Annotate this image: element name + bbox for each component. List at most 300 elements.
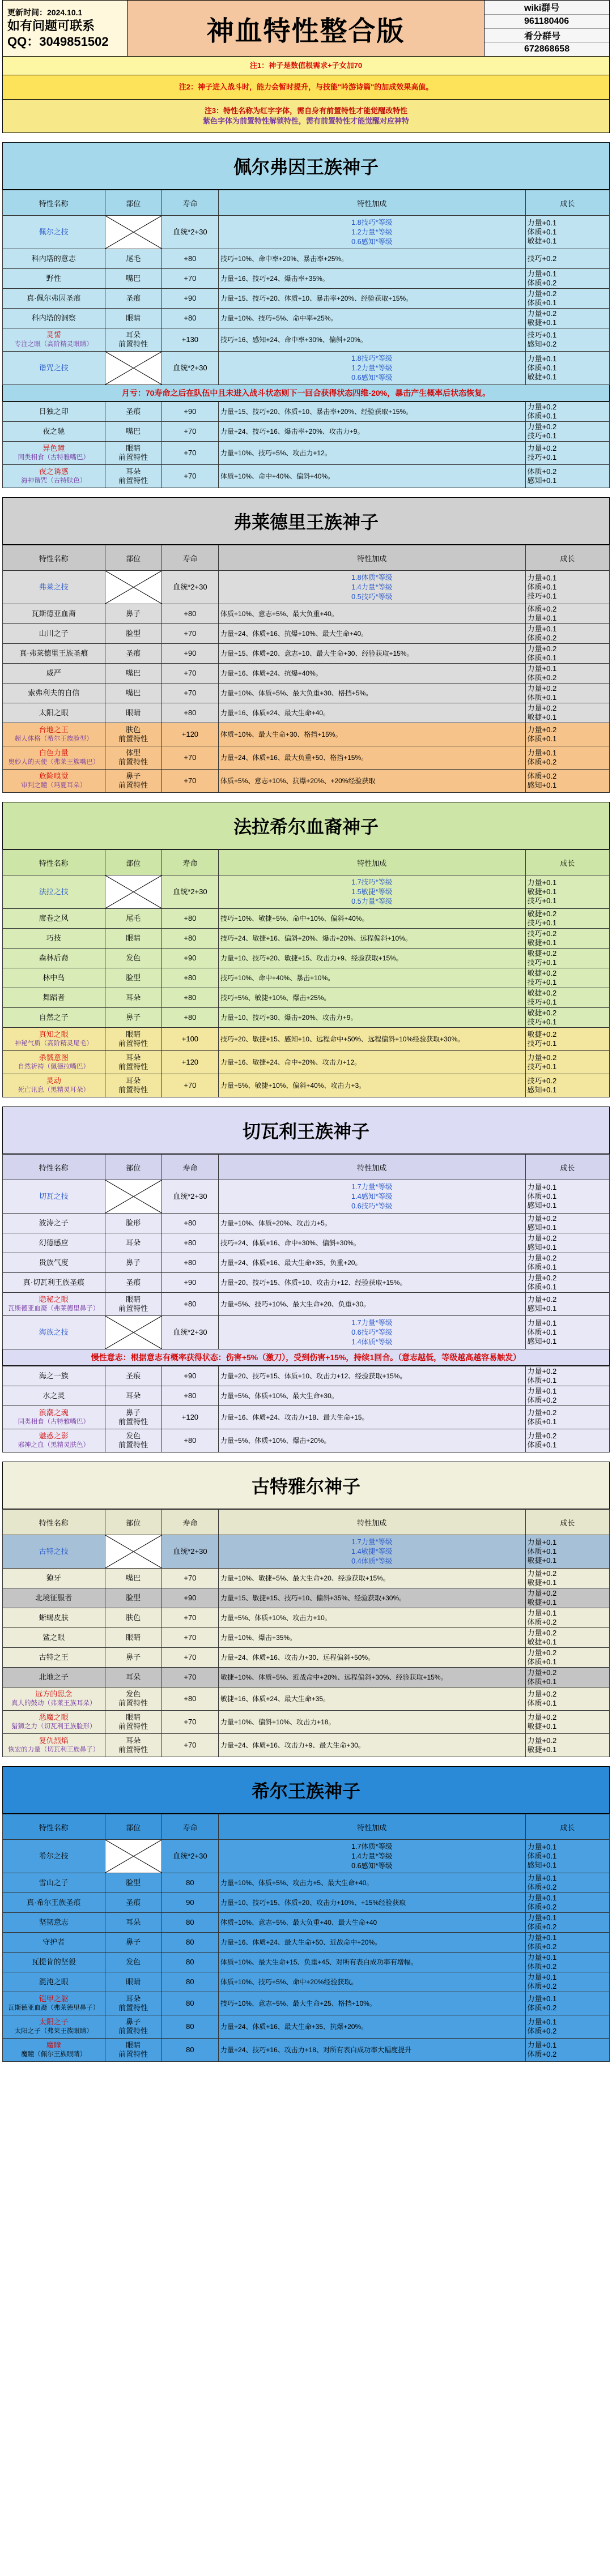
level-bonus: 1.8技巧*等级 — [351, 218, 393, 227]
life-value: 80 — [186, 1977, 194, 1986]
level-bonus: 0.4体质*等级 — [351, 1557, 393, 1565]
growth-value: 力量+0.2 — [527, 1690, 557, 1698]
section-title: 希尔王族神子 — [2, 1766, 610, 1814]
trait-name-cell — [3, 1028, 105, 1051]
col-life: 寿命 — [162, 1510, 218, 1535]
growth-value: 体质+0.1 — [527, 1376, 557, 1385]
trait-name: 太阳之子 — [39, 2018, 69, 2026]
part-label: 嘴巴 — [126, 274, 141, 283]
part-label: 眼睛 — [126, 314, 141, 322]
bonus-text: 力量+5%、体质+10%、爆击+20%。 — [220, 1437, 331, 1445]
life-cell — [162, 1933, 218, 1953]
part-label: 脸型 — [126, 973, 141, 982]
prereq-label: 前置特性 — [118, 476, 148, 485]
col-trait: 特性名称 — [3, 190, 105, 216]
trait-name: 水之灵 — [42, 1391, 65, 1400]
trait-name: 杀戮意图 — [39, 1053, 69, 1062]
growth-value: 力量+0.1 — [527, 1183, 557, 1191]
part-label: 发色 — [126, 1958, 141, 1966]
table-row — [3, 465, 610, 488]
part-cell — [105, 909, 162, 929]
part-cell — [105, 1233, 162, 1253]
life-value: +130 — [181, 335, 199, 344]
part-label: 鼻子 — [126, 1938, 141, 1946]
part-cell — [105, 422, 162, 442]
life-cell — [162, 1648, 218, 1668]
trait-name-cell — [3, 1214, 105, 1233]
growth-value: 力量+0.2 — [527, 684, 557, 693]
growth-cell — [525, 1028, 609, 1051]
col-trait: 特性名称 — [3, 850, 105, 875]
table-row — [3, 1992, 610, 2015]
table-row — [3, 1316, 610, 1349]
table-row — [3, 309, 610, 328]
trait-name-cell — [3, 1913, 105, 1933]
growth-value: 体质+0.1 — [527, 1192, 557, 1201]
bonus-text: 敏捷+10%、体质+5%、近战命中+20%、远程偏斜+30%、经验获取+15%。 — [220, 1673, 448, 1681]
part-label: 鼻子 — [126, 1408, 141, 1417]
trait-name: 北境征服者 — [35, 1594, 73, 1602]
trait-name-cell — [3, 683, 105, 703]
table-row — [3, 909, 610, 929]
trait-name: 危险嗅觉 — [39, 772, 69, 780]
table-row — [3, 1386, 610, 1406]
col-part: 部位 — [105, 1155, 162, 1180]
growth-value: 体质+0.1 — [527, 1852, 557, 1860]
table-row — [3, 422, 610, 442]
life-cell — [162, 1316, 218, 1349]
trait-name-cell — [3, 571, 105, 604]
cross-icon — [105, 1316, 162, 1349]
life-value: +70 — [184, 1574, 197, 1582]
bonus-cell — [219, 1233, 526, 1253]
part-label: 肤色 — [126, 725, 141, 734]
bonus-text: 力量+5%、技巧+10%、最大生命+20、负重+30。 — [220, 1300, 371, 1308]
group-box — [484, 1, 609, 56]
growth-value: 敏捷+0.2 — [527, 989, 557, 997]
growth-value: 体质+0.1 — [527, 1677, 557, 1686]
life-value: +70 — [184, 669, 197, 677]
bonus-cell — [219, 352, 526, 385]
growth-value: 体质+0.2 — [527, 1883, 557, 1891]
section-gap — [2, 1757, 610, 1766]
bonus-cell — [219, 402, 526, 422]
life-cell — [162, 571, 218, 604]
growth-value: 敏捷+0.2 — [527, 1030, 557, 1039]
bonus-cell — [219, 1074, 526, 1097]
table-row — [3, 875, 610, 909]
life-value: +80 — [184, 1300, 197, 1308]
growth-cell — [525, 1293, 609, 1316]
prereq-trait: 同类相食（古特雅嘴巴） — [18, 454, 90, 461]
growth-cell — [525, 1253, 609, 1273]
trait-name: 蜥蜴皮肤 — [39, 1613, 69, 1622]
table-row — [3, 1273, 610, 1293]
growth-cell — [525, 309, 609, 328]
growth-value: 力量+0.1 — [527, 354, 557, 363]
part-label: 圣痕 — [126, 1372, 141, 1380]
part-label: 眼睛 — [126, 444, 141, 452]
growth-value: 技巧+0.1 — [527, 331, 557, 339]
growth-value: 体质+0.2 — [527, 1962, 557, 1971]
table-row — [3, 1840, 610, 1873]
growth-value: 力量+0.1 — [527, 1994, 557, 2003]
life-cell — [162, 2039, 218, 2062]
col-trait: 特性名称 — [3, 545, 105, 571]
trait-name-cell — [3, 1608, 105, 1628]
part-cell — [105, 1953, 162, 1972]
growth-cell — [525, 1366, 609, 1386]
life-cell — [162, 1873, 218, 1893]
level-bonus: 1.4感知*等级 — [351, 1192, 393, 1201]
part-cell — [105, 1214, 162, 1233]
bonus-cell — [219, 1913, 526, 1933]
growth-value: 力量+0.2 — [527, 1295, 557, 1304]
life-value: +70 — [184, 448, 197, 457]
trait-name-cell — [3, 1386, 105, 1406]
trait-name-cell — [3, 402, 105, 422]
bonus-text: 力量+16、敏捷+24、命中+20%、攻击力+12。 — [220, 1058, 362, 1066]
part-cell — [105, 571, 162, 604]
bonus-text: 力量+10%、技巧+5%、攻击力+12。 — [220, 449, 332, 457]
level-bonus: 1.7力量*等级 — [351, 1318, 393, 1327]
trait-name: 夜之诱惑 — [39, 467, 69, 476]
life-cell — [162, 909, 218, 929]
life-value: +70 — [184, 1613, 197, 1622]
cross-icon — [105, 352, 162, 385]
growth-value: 力量+0.1 — [527, 270, 557, 278]
life-value: 80 — [186, 2022, 194, 2031]
growth-cell — [525, 988, 609, 1008]
part-label: 体型 — [126, 749, 141, 757]
growth-value: 力量+0.1 — [527, 2041, 557, 2049]
level-bonus: 0.6技巧*等级 — [351, 1202, 393, 1210]
growth-value: 力量+0.1 — [527, 664, 557, 673]
growth-value: 技巧+0.1 — [527, 1062, 557, 1071]
part-label: 耳朵 — [126, 1994, 141, 2003]
table-row — [3, 1668, 610, 1688]
bonus-text: 力量+24、体质+16、最大生命+35、抗爆+20%。 — [220, 2023, 368, 2031]
bonus-text: 力量+24、体质+16、攻击力+30、远程偏斜+50%。 — [220, 1654, 375, 1661]
bonus-text: 力量+24、体质+16、最大负重+50、格挡+15%。 — [220, 754, 368, 762]
bonus-text: 力量+10、技巧+30、爆击+20%、攻击力+9。 — [220, 1014, 358, 1022]
bonus-cell — [219, 1406, 526, 1429]
bonus-text: 力量+10%、爆击+35%。 — [220, 1634, 297, 1642]
part-label: 鼻子 — [126, 1653, 141, 1661]
trait-name: 切瓦之技 — [39, 1192, 69, 1201]
section-3 — [2, 1097, 610, 1453]
bonus-text: 力量+10、技巧+15、体质+20、攻击力+10%、+15%经验获取 — [220, 1899, 406, 1907]
growth-value: 体质+0.1 — [527, 693, 557, 702]
trait-name-cell — [3, 968, 105, 988]
note-2-text: 注2：神子进入战斗时，能力会暂时提升，与技能"吟游诗篇"的加成效果高值。 — [178, 83, 434, 91]
col-life: 寿命 — [162, 1814, 218, 1840]
bonus-text: 力量+10%、技巧+5%、命中率+25%。 — [220, 314, 338, 322]
growth-value: 力量+0.2 — [527, 725, 557, 734]
growth-value: 力量+0.2 — [527, 1713, 557, 1721]
life-cell — [162, 1688, 218, 1711]
trait-name-cell — [3, 1535, 105, 1569]
growth-value: 力量+0.2 — [527, 1589, 557, 1597]
trait-name: 魔瞳 — [46, 2041, 61, 2049]
trait-name: 巧技 — [46, 934, 61, 942]
trait-name-cell — [3, 2039, 105, 2062]
growth-value: 力量+0.1 — [527, 749, 557, 757]
trait-name: 古特之技 — [39, 1547, 69, 1556]
life-value: +70 — [184, 1673, 197, 1681]
growth-cell — [525, 1933, 609, 1953]
contact-qq: QQ：3049851502 — [7, 35, 109, 49]
trait-name: 威严 — [46, 669, 61, 677]
col-trait: 特性名称 — [3, 1155, 105, 1180]
trait-name: 异色瞳 — [42, 444, 65, 452]
bonus-text: 力量+24、技巧+16、攻击力+18、对所有表白成功率大幅度提升 — [220, 2046, 412, 2054]
trait-name: 山川之子 — [39, 629, 69, 638]
trait-name-cell — [3, 929, 105, 949]
growth-value: 感知+0.1 — [527, 1201, 557, 1210]
growth-value: 力量+0.1 — [527, 1913, 557, 1922]
life-cell — [162, 703, 218, 723]
bonus-text: 体质+10%、最大生命+30、格挡+15%。 — [220, 730, 342, 738]
table-header — [3, 1155, 610, 1180]
life-cell — [162, 949, 218, 968]
growth-value: 力量+0.2 — [527, 1408, 557, 1417]
part-label: 尾毛 — [126, 914, 141, 922]
bonus-cell — [219, 949, 526, 968]
part-label: 耳朵 — [126, 1918, 141, 1926]
life-value: 80 — [186, 1999, 194, 2007]
growth-cell — [525, 1074, 609, 1097]
table-row — [3, 1628, 610, 1648]
life-cell — [162, 1214, 218, 1233]
growth-value: 力量+0.2 — [527, 1648, 557, 1657]
table-header — [3, 190, 610, 216]
growth-cell — [525, 328, 609, 352]
trait-name-cell — [3, 1688, 105, 1711]
prereq-label: 前置特性 — [118, 734, 148, 743]
trait-name-cell — [3, 909, 105, 929]
part-cell — [105, 1386, 162, 1406]
level-bonus: 0.6技巧*等级 — [351, 1328, 393, 1336]
table-row — [3, 1972, 610, 1992]
bonus-cell — [219, 624, 526, 644]
life-cell — [162, 1628, 218, 1648]
col-life: 寿命 — [162, 1155, 218, 1180]
life-value: +120 — [181, 1058, 199, 1066]
bonus-text: 力量+10%、体质+20%、攻击力+5。 — [220, 1219, 332, 1227]
bonus-cell — [219, 770, 526, 793]
cross-icon — [105, 216, 162, 249]
part-cell — [105, 1688, 162, 1711]
col-bonus: 特性加成 — [219, 1814, 526, 1840]
table-row — [3, 328, 610, 352]
trait-name-cell — [3, 1051, 105, 1074]
life-cell — [162, 988, 218, 1008]
life-cell — [162, 309, 218, 328]
life-value: +70 — [184, 776, 197, 785]
bonus-text: 力量+10%、体质+5%、攻击力+5、最大生命+40。 — [220, 1879, 373, 1887]
prereq-trait: 超人体格（希尔王族脸型） — [14, 736, 93, 742]
life-cell — [162, 1028, 218, 1051]
trait-name-cell — [3, 249, 105, 269]
life-cell — [162, 1008, 218, 1028]
growth-cell — [525, 1273, 609, 1293]
growth-value: 体质+0.1 — [527, 1547, 557, 1556]
trait-name: 守护者 — [42, 1938, 65, 1946]
score-number[interactable]: 672868658 — [484, 42, 609, 56]
part-cell — [105, 1840, 162, 1873]
level-bonus: 1.7技巧*等级 — [351, 878, 393, 886]
bonus-cell — [219, 683, 526, 703]
bonus-cell — [219, 1429, 526, 1453]
growth-value: 敏捷+0.1 — [527, 237, 557, 245]
growth-value: 敏捷+0.2 — [527, 1009, 557, 1017]
growth-cell — [525, 1648, 609, 1668]
trait-name-cell — [3, 770, 105, 793]
life-cell — [162, 1429, 218, 1453]
trait-name-cell — [3, 746, 105, 770]
section-title: 法拉希尔血裔神子 — [2, 802, 610, 849]
trait-name-cell — [3, 1588, 105, 1608]
prereq-label: 前置特性 — [118, 1304, 148, 1313]
growth-value: 技巧+0.1 — [527, 919, 557, 927]
growth-value: 体质+0.2 — [527, 1903, 557, 1911]
growth-value: 体质+0.2 — [527, 279, 557, 287]
bonus-cell — [219, 968, 526, 988]
level-bonus: 1.7体质*等级 — [351, 1842, 393, 1851]
table-row — [3, 644, 610, 664]
part-cell — [105, 1316, 162, 1349]
growth-value: 体质+0.1 — [527, 1441, 557, 1449]
trait-name: 舞蹈者 — [42, 993, 65, 1002]
life-cell — [162, 746, 218, 770]
growth-value: 体质+0.2 — [527, 673, 557, 682]
life-cell — [162, 1535, 218, 1569]
growth-value: 技巧+0.2 — [527, 929, 557, 938]
level-bonus: 0.6感知*等级 — [351, 237, 393, 246]
part-label: 鼻子 — [126, 772, 141, 780]
bonus-text: 力量+15、敏捷+15、技巧+10、偏斜+35%、经验获取+30%。 — [220, 1594, 406, 1602]
growth-value: 技巧+0.1 — [527, 896, 557, 905]
part-label: 耳朵 — [126, 467, 141, 476]
life-value: +70 — [184, 1653, 197, 1661]
bonus-cell — [219, 1008, 526, 1028]
trait-name: 混沌之眼 — [39, 1977, 69, 1986]
trait-name: 恶魔之眼 — [39, 1713, 69, 1721]
life-value: +80 — [184, 914, 197, 922]
trait-name: 自然之子 — [39, 1013, 69, 1022]
part-cell — [105, 352, 162, 385]
trait-name-cell — [3, 1893, 105, 1913]
trait-name: 坚韧意志 — [39, 1918, 69, 1926]
part-cell — [105, 1366, 162, 1386]
table-row — [3, 571, 610, 604]
part-cell — [105, 1008, 162, 1028]
growth-cell — [525, 1569, 609, 1588]
part-cell — [105, 1992, 162, 2015]
growth-value: 体质+0.2 — [527, 2027, 557, 2035]
table-row — [3, 269, 610, 289]
growth-value: 体质+0.2 — [527, 467, 557, 476]
part-label: 圣痕 — [126, 1898, 141, 1907]
table-row — [3, 770, 610, 793]
prereq-label: 前置特性 — [118, 1062, 148, 1071]
trait-table — [2, 190, 610, 385]
bonus-cell — [219, 644, 526, 664]
prereq-trait: 死亡讯息（黑精灵耳朵） — [18, 1087, 90, 1093]
trait-name: 幻德感应 — [39, 1238, 69, 1247]
part-cell — [105, 1569, 162, 1588]
growth-value: 体质+0.1 — [527, 1657, 557, 1666]
life-cell — [162, 422, 218, 442]
bonus-text: 技巧+10%、敏捷+5%、命中+10%、偏斜+40%。 — [220, 915, 369, 922]
life-cell — [162, 1406, 218, 1429]
part-cell — [105, 875, 162, 909]
bonus-cell — [219, 1711, 526, 1734]
growth-value: 感知+0.1 — [527, 1304, 557, 1313]
part-cell — [105, 442, 162, 465]
bonus-text: 技巧+10%、意志+5%、最大生命+25、格挡+10%。 — [220, 2000, 376, 2007]
growth-value: 体质+0.1 — [527, 734, 557, 743]
part-cell — [105, 289, 162, 309]
prereq-trait: 瓦斯德亚血裔（弗莱德里鼻子） — [8, 1305, 100, 1312]
col-bonus: 特性加成 — [219, 190, 526, 216]
section-gap — [2, 1453, 610, 1462]
growth-value: 体质+0.1 — [527, 1263, 557, 1271]
table-header — [3, 1814, 610, 1840]
part-label: 耳朵 — [126, 1053, 141, 1062]
part-cell — [105, 1873, 162, 1893]
trait-name-cell — [3, 1734, 105, 1757]
bonus-text: 力量+16、技巧+24、爆击率+35%。 — [220, 275, 329, 283]
trait-name-cell — [3, 442, 105, 465]
trait-name-cell — [3, 1873, 105, 1893]
trait-name-cell — [3, 1840, 105, 1873]
bonus-cell — [219, 1648, 526, 1668]
col-growth: 成长 — [525, 1510, 609, 1535]
part-label: 脸型 — [126, 629, 141, 638]
trait-name: 鲨之眼 — [42, 1633, 65, 1642]
life-cell — [162, 216, 218, 249]
table-row — [3, 968, 610, 988]
prereq-label: 前置特性 — [118, 1417, 148, 1426]
growth-value: 体质+0.1 — [527, 1283, 557, 1291]
growth-value: 技巧+0.1 — [527, 1039, 557, 1048]
growth-cell — [525, 422, 609, 442]
life-value: +70 — [184, 1718, 197, 1726]
trait-name-cell — [3, 1366, 105, 1386]
bonus-cell — [219, 1051, 526, 1074]
col-life: 寿命 — [162, 190, 218, 216]
growth-value: 力量+0.2 — [527, 403, 557, 411]
trait-name-cell — [3, 644, 105, 664]
col-bonus: 特性加成 — [219, 1155, 526, 1180]
wiki-number[interactable]: 961180406 — [484, 15, 609, 29]
prereq-trait: 同类相食（古特雅嘴巴） — [18, 1419, 90, 1425]
growth-value: 力量+0.2 — [527, 1254, 557, 1262]
trait-table — [2, 545, 610, 793]
trait-name-cell — [3, 1273, 105, 1293]
table-row — [3, 1233, 610, 1253]
growth-value: 敏捷+0.2 — [527, 949, 557, 958]
level-bonus: 1.2力量*等级 — [351, 228, 393, 236]
col-part: 部位 — [105, 545, 162, 571]
trait-name-cell — [3, 1429, 105, 1453]
growth-cell — [525, 723, 609, 746]
bonus-text: 体质+10%、意志+5%、最大负重+40、最大生命+40 — [220, 1919, 377, 1926]
part-label: 嘴巴 — [126, 1574, 141, 1582]
trait-name: 法拉之技 — [39, 887, 69, 896]
